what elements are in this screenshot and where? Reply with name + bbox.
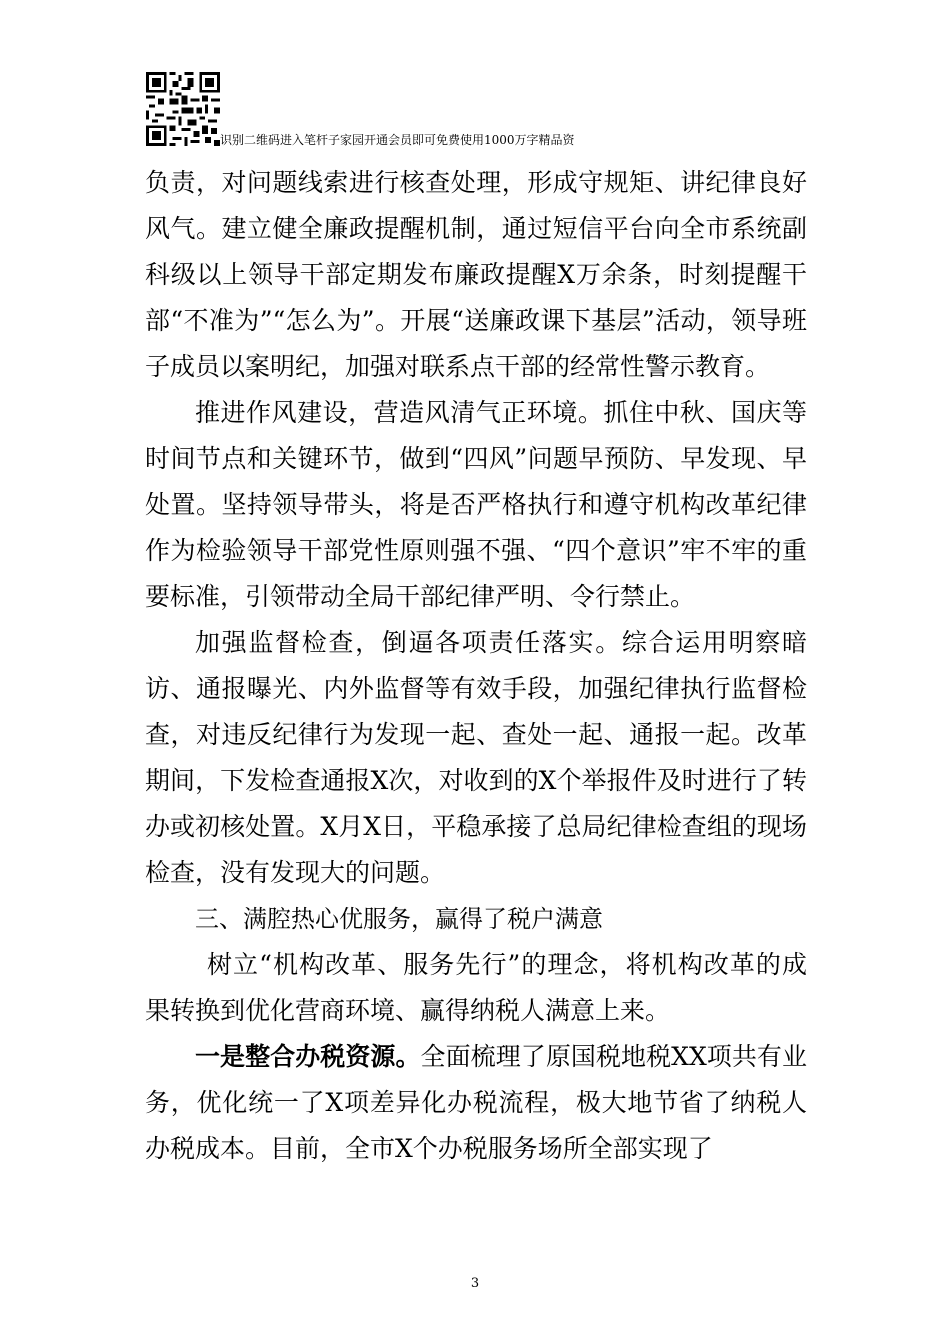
qr-code-icon	[146, 72, 220, 146]
paragraph-lead-bold: 一是整合办税资源。	[195, 1042, 421, 1071]
paragraph-supervision: 加强监督检查，倒逼各项责任落实。综合运用明察暗访、通报曝光、内外监督等有效手段，加强纪律执行监督检查，对违反纪律行为发现一起、查处一起、通报一起。改革期间，下发检查通报X次，对收到的X个举报件及时进行了转办或初核处置。X月X日，平稳承接了总局纪律检查组的现场检查，没有发现大的问题。	[145, 628, 807, 887]
promo-banner-text: 识别二维码进入笔杆子家园开通会员即可免费使用1000万字精品资	[220, 133, 575, 147]
paragraph-resources	[145, 1034, 807, 1172]
page-number: 3	[470, 1276, 480, 1291]
paragraph-style-building: 推进作风建设，营造风清气正环境。抓住中秋、国庆等时间节点和关键环节，做到“四风”问题早预防、早发现、早处置。坚持领导带头，将是否严格执行和遵守机构改革纪律作为检验领导干部党性原则强不强、“四个意识”牢不牢的重要标准，引领带动全局干部纪律严明、令行禁止。	[145, 398, 807, 611]
paragraph-continued: 负责，对问题线索进行核查处理，形成守规矩、讲纪律良好风气。建立健全廉政提醒机制，通过短信平台向全市系统副科级以上领导干部定期发布廉政提醒X万余条，时刻提醒干部“不准为”“怎么为”。开展“送廉政课下基层”活动，领导班子成员以案明纪，加强对联系点干部的经常性警示教育。	[145, 168, 807, 381]
document-body	[145, 160, 807, 1172]
paragraph-resources-text: 全面梳理了原国税地税XX项共有业务，优化统一了X项差异化办税流程，极大地节省了纳税人办税成本。目前，全市X个办税服务场所全部实现了	[145, 1042, 807, 1163]
section-heading-3: 三、满腔热心优服务，赢得了税户满意	[195, 905, 603, 933]
paragraph-service-intro: 树立“机构改革、服务先行”的理念，将机构改革的成果转换到优化营商环境、赢得纳税人满意上来。	[145, 950, 807, 1025]
